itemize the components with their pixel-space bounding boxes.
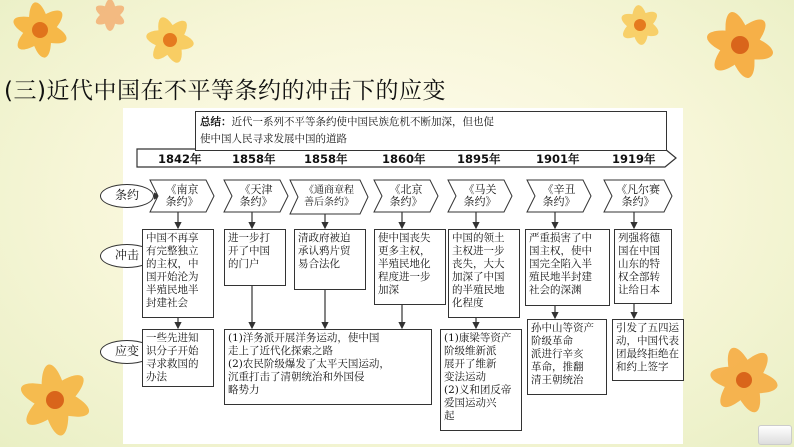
impact-1858-tongshang	[294, 229, 366, 290]
cell-line: 权全部转	[618, 271, 660, 283]
response-1895	[440, 329, 522, 431]
year-1858-a: 1858年	[232, 152, 276, 166]
cell-line: 开了中国	[228, 245, 270, 257]
cell-line: 半殖民地半	[146, 284, 199, 296]
cell-line: 革命，推翻	[531, 361, 584, 373]
treaty-tianjin: 《天津 条约》	[239, 183, 273, 208]
treaty-maguan: 《马关 条约》	[463, 183, 497, 208]
cell-line: 中国的领土	[452, 232, 505, 244]
cell-line: 列强将德	[618, 232, 660, 244]
summary-text-2: 使中国人民寻求发展中国的道路	[200, 133, 347, 145]
cell-line: 易合法化	[298, 258, 340, 270]
response-1858-1860	[224, 329, 432, 405]
treaty-beijing: 《北京 条约》	[389, 183, 423, 208]
cell-line: 清王朝统治	[531, 374, 584, 386]
cell-line: 加深了中国	[452, 271, 505, 283]
cell-line: 爱国运动兴	[444, 397, 497, 409]
page-title: (三)近代中国在不平等条约的冲击下的应变	[4, 78, 446, 104]
row-label-impact: 冲击	[100, 244, 154, 268]
summary-text-1: 近代一系列不平等条约使中国民族危机不断加深，但也促	[231, 116, 494, 128]
cell-line: 和约上签字	[616, 361, 669, 373]
cell-line: 略势力	[228, 384, 260, 396]
cell-line: 社会的深渊	[529, 284, 582, 296]
cell-line: 沉重打击了清朝统治和外国侵	[228, 371, 365, 383]
cell-line: 国开始沦为	[146, 271, 199, 283]
cell-line: 国完全陷入半	[529, 258, 592, 270]
cell-line: 派进行辛亥	[531, 348, 584, 360]
cell-line: (1)康梁等资产	[444, 332, 512, 344]
year-1858-b: 1858年	[304, 152, 348, 166]
cell-line: 阶级维新派	[444, 345, 497, 357]
corner-widget	[758, 425, 792, 445]
cell-line: (2)义和团反帝	[444, 384, 512, 396]
year-1919: 1919年	[612, 152, 656, 166]
cell-line: 中国不再享	[146, 232, 199, 244]
cell-line: 走上了近代化探索之路	[228, 345, 333, 357]
cell-line: 孙中山等资产	[531, 322, 594, 334]
cell-line: (2)农民阶级爆发了太平天国运动，	[228, 358, 390, 370]
response-1842	[142, 329, 214, 387]
summary-box	[195, 111, 667, 151]
cell-line: 动，中国代表	[616, 335, 679, 347]
cell-line: 展开了维新	[444, 358, 497, 370]
cell-line: 丧失，大大	[452, 258, 505, 270]
treaty-nanjing: 《南京 条约》	[165, 183, 199, 208]
response-1901	[527, 319, 607, 395]
treaty-tongshang: 《通商章程 善后条约》	[304, 185, 354, 208]
treaty-versailles: 《凡尔赛 条约》	[616, 183, 660, 208]
year-1895: 1895年	[457, 152, 501, 166]
cell-line: 阶级革命	[531, 335, 573, 347]
impact-1842	[142, 229, 214, 318]
cell-line: 国主权，使中	[529, 245, 592, 257]
summary-label: 总结：	[200, 116, 232, 128]
cell-line: 国在中国	[618, 245, 660, 257]
cell-line: 的门户	[228, 258, 260, 270]
cell-line: 的主权，中	[146, 258, 199, 270]
cell-line: 承认鸦片贸	[298, 245, 351, 257]
cell-line: 识分子开始	[146, 345, 199, 357]
cell-line: 的半殖民地	[452, 284, 505, 296]
cell-line: 让给日本	[618, 284, 660, 296]
cell-line: 引发了五四运	[616, 322, 679, 334]
cell-line: 严重损害了中	[529, 232, 592, 244]
cell-line: 寻求救国的	[146, 358, 199, 370]
row-label-response: 应变	[100, 340, 154, 364]
cell-line: 半殖民地化	[378, 258, 431, 270]
row-label-treaty: 条约	[100, 184, 154, 208]
cell-line: 办法	[146, 371, 167, 383]
cell-line: 化程度	[452, 297, 484, 309]
year-1901: 1901年	[536, 152, 580, 166]
cell-line: 程度进一步	[378, 271, 431, 283]
cell-line: 殖民地半封建	[529, 271, 592, 283]
impact-1919	[614, 229, 672, 304]
impact-1895	[448, 229, 520, 318]
treaty-xinchou: 《辛丑 条约》	[542, 183, 576, 208]
response-1919	[612, 319, 684, 381]
cell-line: 山东的特	[618, 258, 660, 270]
cell-line: 变法运动	[444, 371, 486, 383]
cell-line: 更多主权，	[378, 245, 431, 257]
year-1860: 1860年	[382, 152, 426, 166]
cell-line: 起	[444, 410, 455, 422]
cell-line: 封建社会	[146, 297, 188, 309]
year-1842: 1842年	[158, 152, 202, 166]
cell-line: 清政府被迫	[298, 232, 351, 244]
cell-line: 一些先进知	[146, 332, 199, 344]
cell-line: 主权进一步	[452, 245, 505, 257]
cell-line: 团最终拒绝在	[616, 348, 679, 360]
impact-1860	[374, 229, 446, 305]
impact-1858-tianjin	[224, 229, 286, 286]
cell-line: 有完整独立	[146, 245, 199, 257]
cell-line: (1)洋务派开展洋务运动，使中国	[228, 332, 380, 344]
cell-line: 进一步打	[228, 232, 270, 244]
impact-1901	[525, 229, 610, 306]
cell-line: 使中国丧失	[378, 232, 431, 244]
cell-line: 加深	[378, 284, 399, 296]
